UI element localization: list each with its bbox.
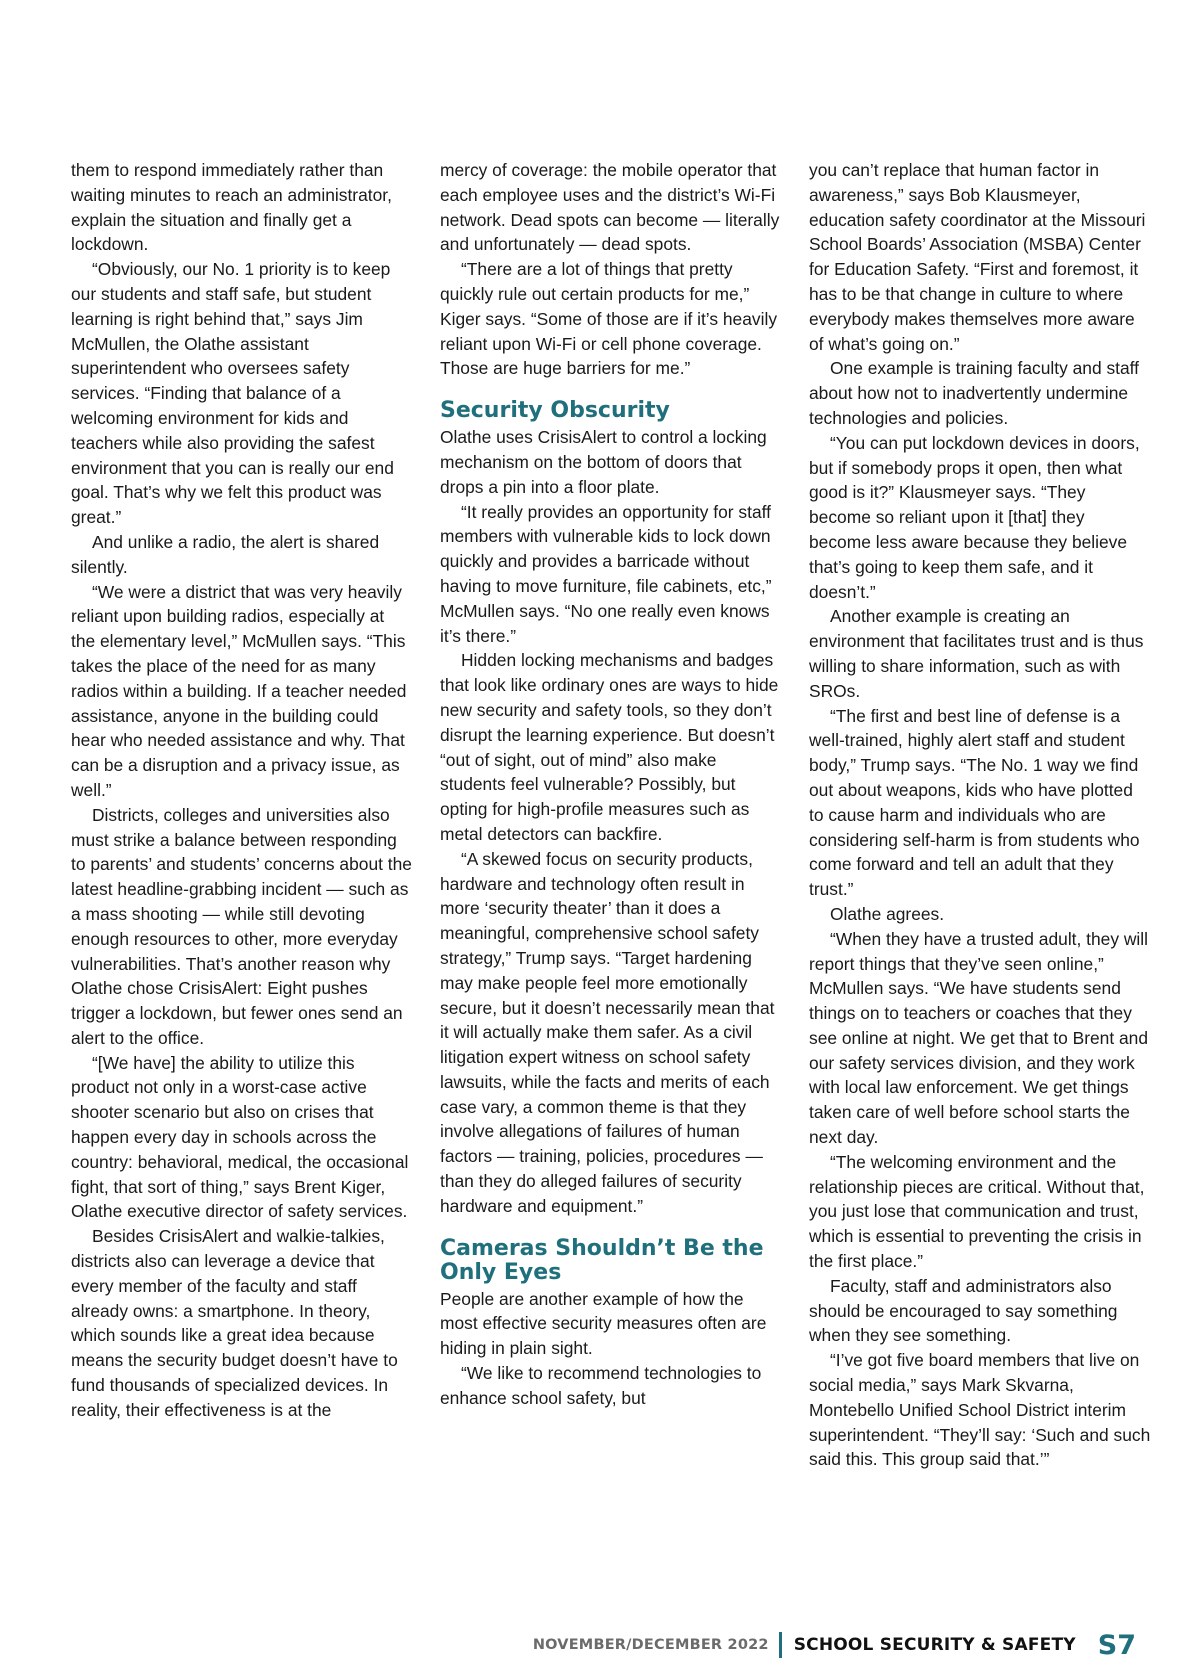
section-heading: Cameras Shouldn’t Be the Only Eyes — [440, 1235, 764, 1285]
column-2 — [440, 158, 782, 1588]
paragraph: “A skewed focus on security products, hardware and technology often result in more ‘security theater’ than it does a meaningful, comprehensive school safety strategy,” Trump says. “Target hardening may make people feel more emotionally secure, but it doesn’t necessarily mean that it will actually make them safer. As a civil litigation expert witness on school safety lawsuits, while the facts and merits of each case vary, a common theme is that they involve allegations of failures of human factors — training, policies, procedures — than they do alleged failures of security hardware and equipment.” — [440, 848, 775, 1216]
paragraph: “It really provides an opportunity for staff members with vulnerable kids to lock down quickly and provides a barricade without having to move furniture, file cabinets, etc,” McMullen says. “No one really even knows it’s there.” — [440, 501, 772, 646]
paragraph: Besides CrisisAlert and walkie-talkies, districts also can leverage a device that every member of the faculty and staff already owns: a smartphone. In theory, which sounds like a great idea because means the security budget doesn’t have to fund thousands of specialized devices. In reality, their effectiveness is at the — [71, 1226, 398, 1420]
paragraph: “We were a district that was very heavily reliant upon building radios, especially at the elementary level,” McMullen says. “This takes the place of the need for as many radios within a building. If a teacher needed assistance, anyone in the building could hear who needed assistance and why. That can be a disruption and a privacy issue, as well.” — [71, 581, 407, 800]
paragraph: you can’t replace that human factor in awareness,” says Bob Klausmeyer, education safety coordinator at the Missouri School Boards’ Association (MSBA) Center for Education Safety. “First and foremost, it has to be that change in culture to where everybody makes themselves more aware of what’s going on.” — [809, 160, 1146, 354]
page-number: S7 — [1097, 1629, 1136, 1661]
paragraph: Districts, colleges and universities also must strike a balance between responding to parents’ and students’ concerns about the latest headline-grabbing incident — such as a mass shooting — while still devoting enough resources to other, more everyday vulnerabilities. That’s another reason why Olathe chose CrisisAlert: Eight pushes trigger a lockdown, but fewer ones send an alert to the office. — [71, 804, 412, 1048]
footer-divider — [779, 1632, 782, 1658]
paragraph: Olathe uses CrisisAlert to control a locking mechanism on the bottom of doors that drops a pin into a floor plate. — [440, 427, 767, 497]
article-body — [71, 158, 1151, 1588]
paragraph: Another example is creating an environment that facilitates trust and is thus willing to share information, such as with SROs. — [809, 606, 1144, 701]
section-heading: Security Obscurity — [440, 398, 670, 424]
publication-name: SCHOOL SECURITY & SAFETY — [793, 1635, 1076, 1655]
paragraph: “I’ve got five board members that live on social media,” says Mark Skvarna, Montebello Unified School District interim superintendent. “They’ll say: ‘Such and such said this. This group said that.’” — [809, 1350, 1151, 1470]
paragraph: “[We have] the ability to utilize this product not only in a worst-case active shooter scenario but also on crises that happen every day in schools across the country: behavioral, medical, the occasional fight, that sort of thing,” says Brent Kiger, Olathe executive director of safety services. — [71, 1052, 409, 1222]
paragraph: Olathe agrees. — [830, 903, 945, 924]
paragraph: “We like to recommend technologies to enhance school safety, but — [440, 1363, 762, 1408]
paragraph: Faculty, staff and administrators also should be encouraged to say something when they see something. — [809, 1275, 1118, 1346]
issue-date: NOVEMBER/DECEMBER 2022 — [532, 1637, 769, 1653]
paragraph: “The first and best line of defense is a well-trained, highly alert staff and student body,” Trump says. “The No. 1 way we find out about weapons, kids who have plotted to cause harm and individuals who are considering self-harm is from students who come forward and tell an adult that they trust.” — [809, 705, 1140, 900]
paragraph: People are another example of how the most effective security measures often are hiding in plain sight. — [440, 1288, 767, 1359]
paragraph: “Obviously, our No. 1 priority is to keep our students and staff safe, but student learning is right behind that,” says Jim McMullen, the Olathe assistant superintendent who oversees safety services. “Finding that balance of a welcoming environment for kids and teachers while also providing the safest environment that you can is really our end goal. That’s why we felt this product was great.” — [71, 259, 394, 528]
paragraph: One example is training faculty and staff about how not to inadvertently undermine technologies and policies. — [809, 358, 1140, 428]
column-1 — [71, 158, 413, 1588]
paragraph: And unlike a radio, the alert is shared silently. — [71, 531, 380, 577]
paragraph: Hidden locking mechanisms and badges that look like ordinary ones are ways to hide new security and safety tools, so they don’t disrupt the learning experience. But doesn’t “out of sight, out of mind” also make students feel vulnerable? Possibly, but opting for high-profile measures such as metal detectors can backfire. — [440, 650, 779, 844]
column-3 — [809, 158, 1151, 1588]
paragraph: “There are a lot of things that pretty quickly rule out certain products for me,” Kiger says. “Some of those are if it’s heavily reliant upon Wi-Fi or cell phone coverage. Those are huge barriers for me.” — [440, 259, 778, 379]
page-footer — [533, 1628, 1136, 1662]
paragraph: “When they have a trusted adult, they will report things that they’ve seen online,” McMullen says. “We have students send things on to teachers or coaches that they see online at night. We get that to Brent and our safety services division, and they work with local law enforcement. We get things taken care of well before school starts the next day. — [809, 928, 1149, 1148]
paragraph: “You can put lockdown devices in doors, but if somebody props it open, then what good is it?” Klausmeyer says. “They become so reliant upon it [that] they become less aware because they believe that’s going to keep them safe, and it doesn’t.” — [809, 432, 1140, 602]
paragraph: “The welcoming environment and the relationship pieces are critical. Without that, you just lose that communication and trust, which is essential to preventing the crisis in the first place.” — [809, 1151, 1145, 1272]
paragraph: them to respond immediately rather than waiting minutes to reach an administrator, explain the situation and finally get a lockdown. — [71, 160, 392, 255]
paragraph: mercy of coverage: the mobile operator that each employee uses and the district’s Wi-Fi network. Dead spots can become — literally and unfortunately — dead spots. — [440, 160, 780, 255]
